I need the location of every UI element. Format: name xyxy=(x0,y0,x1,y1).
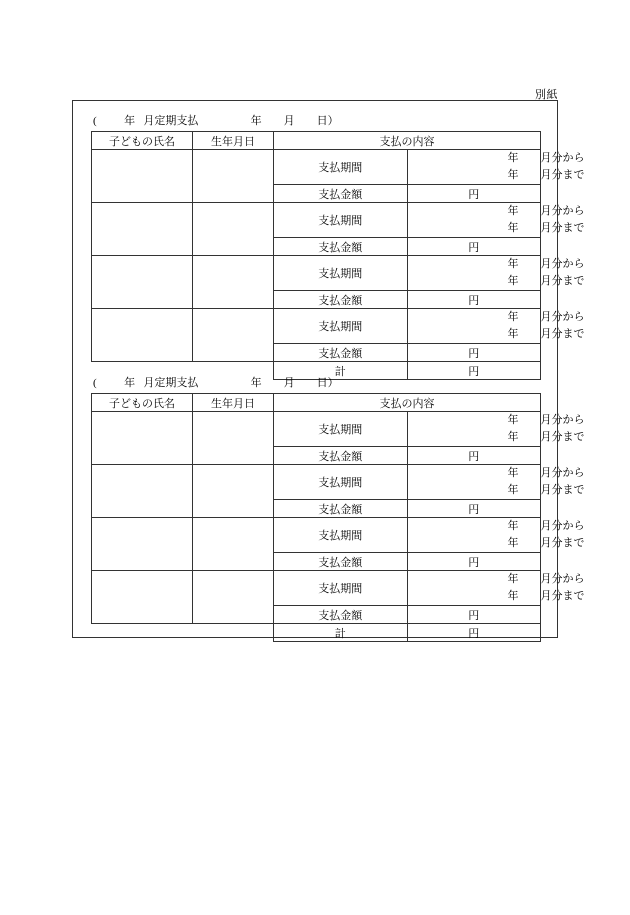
table-row xyxy=(92,309,541,344)
amount-label: 支払金額 xyxy=(274,553,408,571)
child-birth-input-3[interactable] xyxy=(193,518,274,571)
col-header-name: 子どもの氏名 xyxy=(92,132,193,150)
child-name-input-1[interactable] xyxy=(92,150,193,203)
period-from-line: 年 月分から xyxy=(507,205,585,217)
period-label: 支払期間 xyxy=(274,150,408,185)
col-header-content: 支払の内容 xyxy=(274,132,541,150)
amount-value-4[interactable]: 円 xyxy=(407,344,541,362)
col-header-content: 支払の内容 xyxy=(274,394,541,412)
child-birth-input-2[interactable] xyxy=(193,203,274,256)
child-name-input-3[interactable] xyxy=(92,256,193,309)
child-birth-input-2[interactable] xyxy=(193,465,274,518)
total-label: 計 xyxy=(274,362,408,380)
period-value-3[interactable] xyxy=(407,518,585,553)
period-value-1[interactable] xyxy=(407,412,585,447)
payment-block-2 xyxy=(91,373,585,642)
col-header-name: 子どもの氏名 xyxy=(92,394,193,412)
amount-value-1[interactable]: 円 xyxy=(407,185,541,203)
period-label: 支払期間 xyxy=(274,571,408,606)
total-label: 計 xyxy=(274,624,408,642)
child-name-input-3[interactable] xyxy=(92,518,193,571)
period-value-3[interactable] xyxy=(407,256,585,291)
col-header-birth: 生年月日 xyxy=(193,394,274,412)
amount-value-3[interactable]: 円 xyxy=(407,553,541,571)
period-label: 支払期間 xyxy=(274,412,408,447)
payment-table-2 xyxy=(91,393,585,642)
period-from-line: 年 月分から xyxy=(507,258,585,270)
table-header-row xyxy=(92,394,541,412)
period-value-4[interactable] xyxy=(407,571,585,606)
period-from-line: 年 月分から xyxy=(507,573,585,585)
period-value-4[interactable] xyxy=(407,309,585,344)
amount-label: 支払金額 xyxy=(274,238,408,256)
amount-label: 支払金額 xyxy=(274,344,408,362)
table-row xyxy=(92,203,541,238)
amount-value-2[interactable]: 円 xyxy=(407,238,541,256)
payment-table-1 xyxy=(91,131,585,380)
total-row xyxy=(92,624,541,642)
table-row xyxy=(92,518,541,553)
amount-value-4[interactable]: 円 xyxy=(407,606,541,624)
amount-label: 支払金額 xyxy=(274,447,408,465)
period-from-line: 年 月分から xyxy=(507,520,585,532)
amount-label: 支払金額 xyxy=(274,185,408,203)
child-name-input-2[interactable] xyxy=(92,203,193,256)
amount-value-3[interactable]: 円 xyxy=(407,291,541,309)
table-row xyxy=(92,256,541,291)
period-to-line: 年 月分まで xyxy=(507,275,585,287)
table-header-row xyxy=(92,132,541,150)
child-name-input-1[interactable] xyxy=(92,412,193,465)
period-label: 支払期間 xyxy=(274,518,408,553)
period-value-2[interactable] xyxy=(407,465,585,500)
child-birth-input-4[interactable] xyxy=(193,571,274,624)
child-birth-input-4[interactable] xyxy=(193,309,274,362)
attachment-label: 別紙 xyxy=(535,89,558,101)
amount-label: 支払金額 xyxy=(274,291,408,309)
amount-value-2[interactable]: 円 xyxy=(407,500,541,518)
period-to-line: 年 月分まで xyxy=(507,431,585,443)
form-outer-frame xyxy=(72,100,585,640)
table-row xyxy=(92,150,541,185)
table-row xyxy=(92,412,541,447)
amount-label: 支払金額 xyxy=(274,606,408,624)
amount-label: 支払金額 xyxy=(274,500,408,518)
child-birth-input-3[interactable] xyxy=(193,256,274,309)
period-label: 支払期間 xyxy=(274,465,408,500)
child-name-input-4[interactable] xyxy=(92,309,193,362)
child-birth-input-1[interactable] xyxy=(193,150,274,203)
period-label: 支払期間 xyxy=(274,256,408,291)
period-from-line: 年 月分から xyxy=(507,467,585,479)
child-birth-input-1[interactable] xyxy=(193,412,274,465)
period-to-line: 年 月分まで xyxy=(507,169,585,181)
period-to-line: 年 月分まで xyxy=(507,537,585,549)
block-1-header: ( 年 月定期支払 年 月 日） xyxy=(93,115,339,127)
total-value[interactable]: 円 xyxy=(407,624,541,642)
child-name-input-2[interactable] xyxy=(92,465,193,518)
amount-value-1[interactable]: 円 xyxy=(407,447,541,465)
period-to-line: 年 月分まで xyxy=(507,484,585,496)
period-from-line: 年 月分から xyxy=(507,152,585,164)
table-row xyxy=(92,465,541,500)
child-name-input-4[interactable] xyxy=(92,571,193,624)
payment-block-1 xyxy=(91,111,585,380)
total-value[interactable]: 円 xyxy=(407,362,541,380)
period-from-line: 年 月分から xyxy=(507,311,585,323)
block-2-header: ( 年 月定期支払 年 月 日） xyxy=(93,377,339,389)
period-label: 支払期間 xyxy=(274,203,408,238)
period-to-line: 年 月分まで xyxy=(507,222,585,234)
period-to-line: 年 月分まで xyxy=(507,590,585,602)
period-to-line: 年 月分まで xyxy=(507,328,585,340)
period-value-1[interactable] xyxy=(407,150,585,185)
table-row xyxy=(92,571,541,606)
period-from-line: 年 月分から xyxy=(507,414,585,426)
period-label: 支払期間 xyxy=(274,309,408,344)
period-value-2[interactable] xyxy=(407,203,585,238)
col-header-birth: 生年月日 xyxy=(193,132,274,150)
